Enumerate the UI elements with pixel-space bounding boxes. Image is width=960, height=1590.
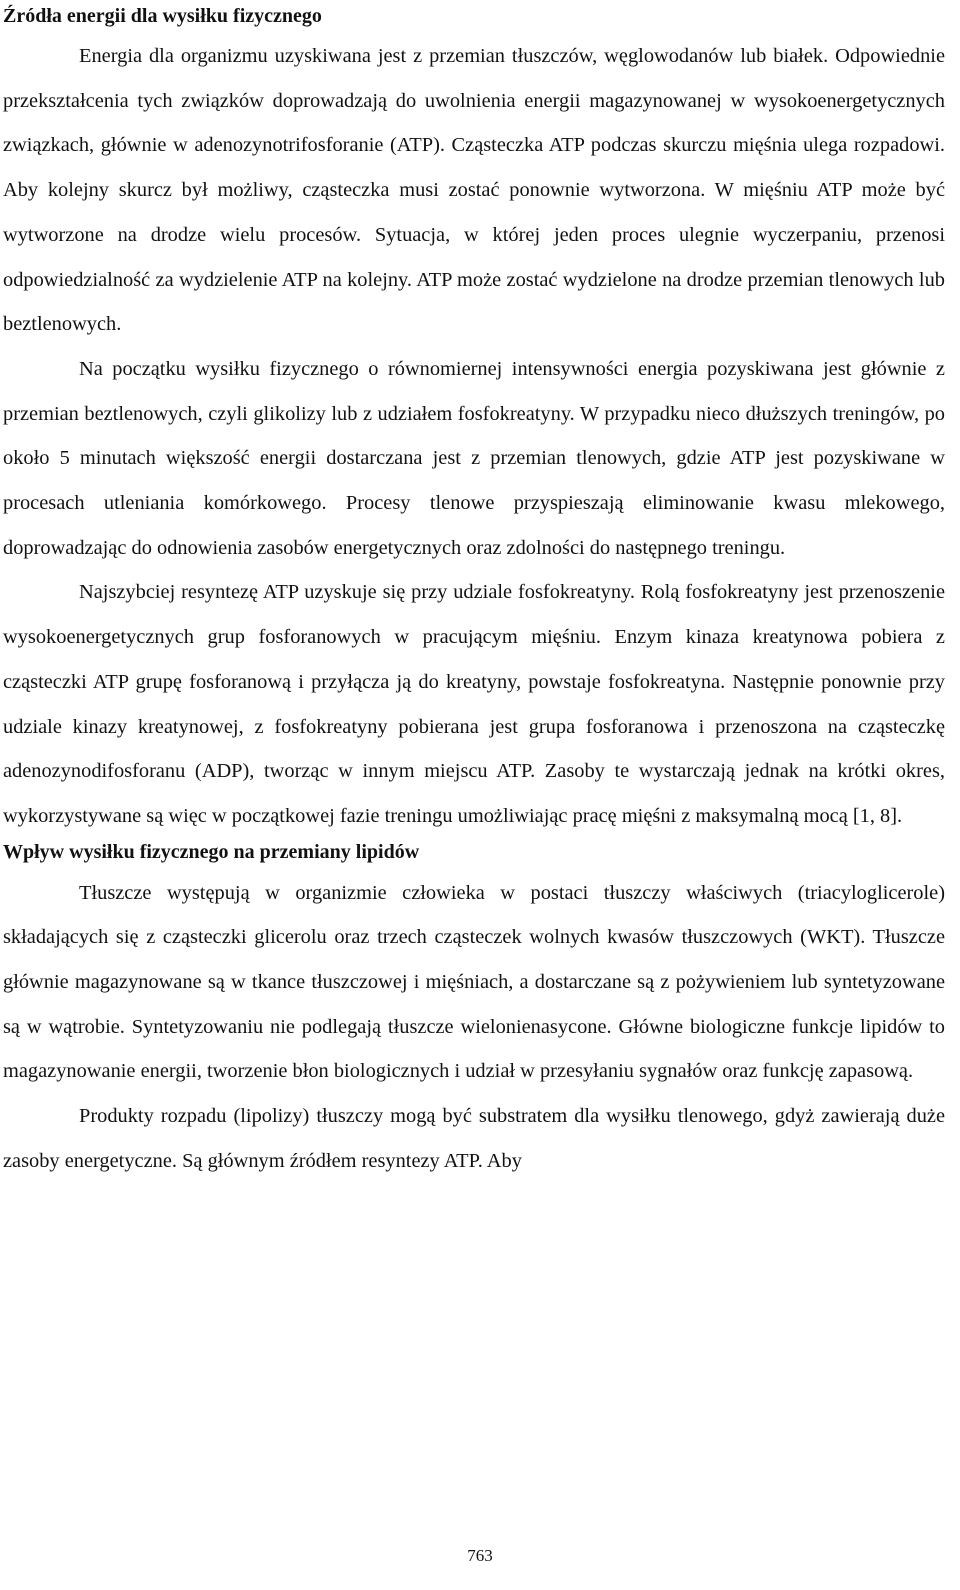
paragraph-lipolysis: Produkty rozpadu (lipolizy) tłuszczy mogą być substratem dla wysiłku tlenowego, gdyż zawierają duże zasoby energetyczne. Są głównym źródłem resyntezy ATP. Aby	[3, 1105, 945, 1172]
paragraph-exercise-start: Na początku wysiłku fizycznego o równomiernej intensywności energia pozyskiwana jest głównie z przemian beztlenowych, czyli glikolizy lub z udziałem fosfokreatyny. W przypadku nieco dłuższych treningów, po około 5 minutach większość energii dostarczana jest z przemian tlenowych, gdzie ATP jest pozyskiwane w procesach utleniania komórkowego. Procesy tlenowe przyspieszają eliminowanie kwasu mlekowego, doprowadzając do odnowienia zasobów energetycznych oraz zdolności do następnego treningu.	[3, 357, 945, 559]
document-page	[3, 0, 945, 1184]
paragraph-phosphocreatine: Najszybciej resyntezę ATP uzyskuje się przy udziale fosfokreatyny. Rolą fosfokreatyny jest przenoszenie wysokoenergetycznych grup fosforanowych w pracującym mięśniu. Enzym kinaza kreatynowa pobiera z cząsteczki ATP grupę fosforanową i przyłącza ją do kreatyny, powstaje fosfokreatyna. Następnie ponownie przy udziale kinazy kreatynowej, z fosfokreatyny pobierana jest grupa fosforanowa i przenoszona na cząsteczkę adenozynodifosforanu (ADP), tworząc w innym miejscu ATP. Zasoby te wystarczają jednak na krótki okres, wykorzystywane są więc w początkowej fazie treningu umożliwiając pracę mięśni z maksymalną mocą [1, 8].	[3, 581, 945, 827]
page-number: 763	[467, 1546, 493, 1565]
paragraph-energy-intro: Energia dla organizmu uzyskiwana jest z przemian tłuszczów, węglowodanów lub białek. Odpowiednie przekształcenia tych związków doprowadzają do uwolnienia energii magazynowanej w wysokoenergetycznych związkach, głównie w adenozynotrifosforanie (ATP). Cząsteczka ATP podczas skurczu mięśnia ulega rozpadowi. Aby kolejny skurcz był możliwy, cząsteczka musi zostać ponownie wytworzona. W mięśniu ATP może być wytworzone na drodze wielu procesów. Sytuacja, w której jeden proces ulegnie wyczerpaniu, przenosi odpowiedzialność za wydzielenie ATP na kolejny. ATP może zostać wydzielone na drodze przemian tlenowych lub beztlenowych.	[3, 45, 945, 336]
section-heading-energy-sources: Źródła energii dla wysiłku fizycznego	[3, 5, 322, 27]
paragraph-lipids-intro: Tłuszcze występują w organizmie człowieka w postaci tłuszczy właściwych (triacyloglicerole) składających się z cząsteczki glicerolu oraz trzech cząsteczek wolnych kwasów tłuszczowych (WKT). Tłuszcze głównie magazynowane są w tkance tłuszczowej i mięśniach, a dostarczane są z pożywieniem lub syntetyzowane są w wątrobie. Syntetyzowaniu nie podlegają tłuszcze wielonienasycone. Główne biologiczne funkcje lipidów to magazynowanie energii, tworzenie błon biologicznych i udział w przesyłaniu sygnałów oraz funkcję zapasową.	[3, 881, 945, 1083]
section-heading-lipids: Wpływ wysiłku fizycznego na przemiany lipidów	[3, 840, 420, 863]
